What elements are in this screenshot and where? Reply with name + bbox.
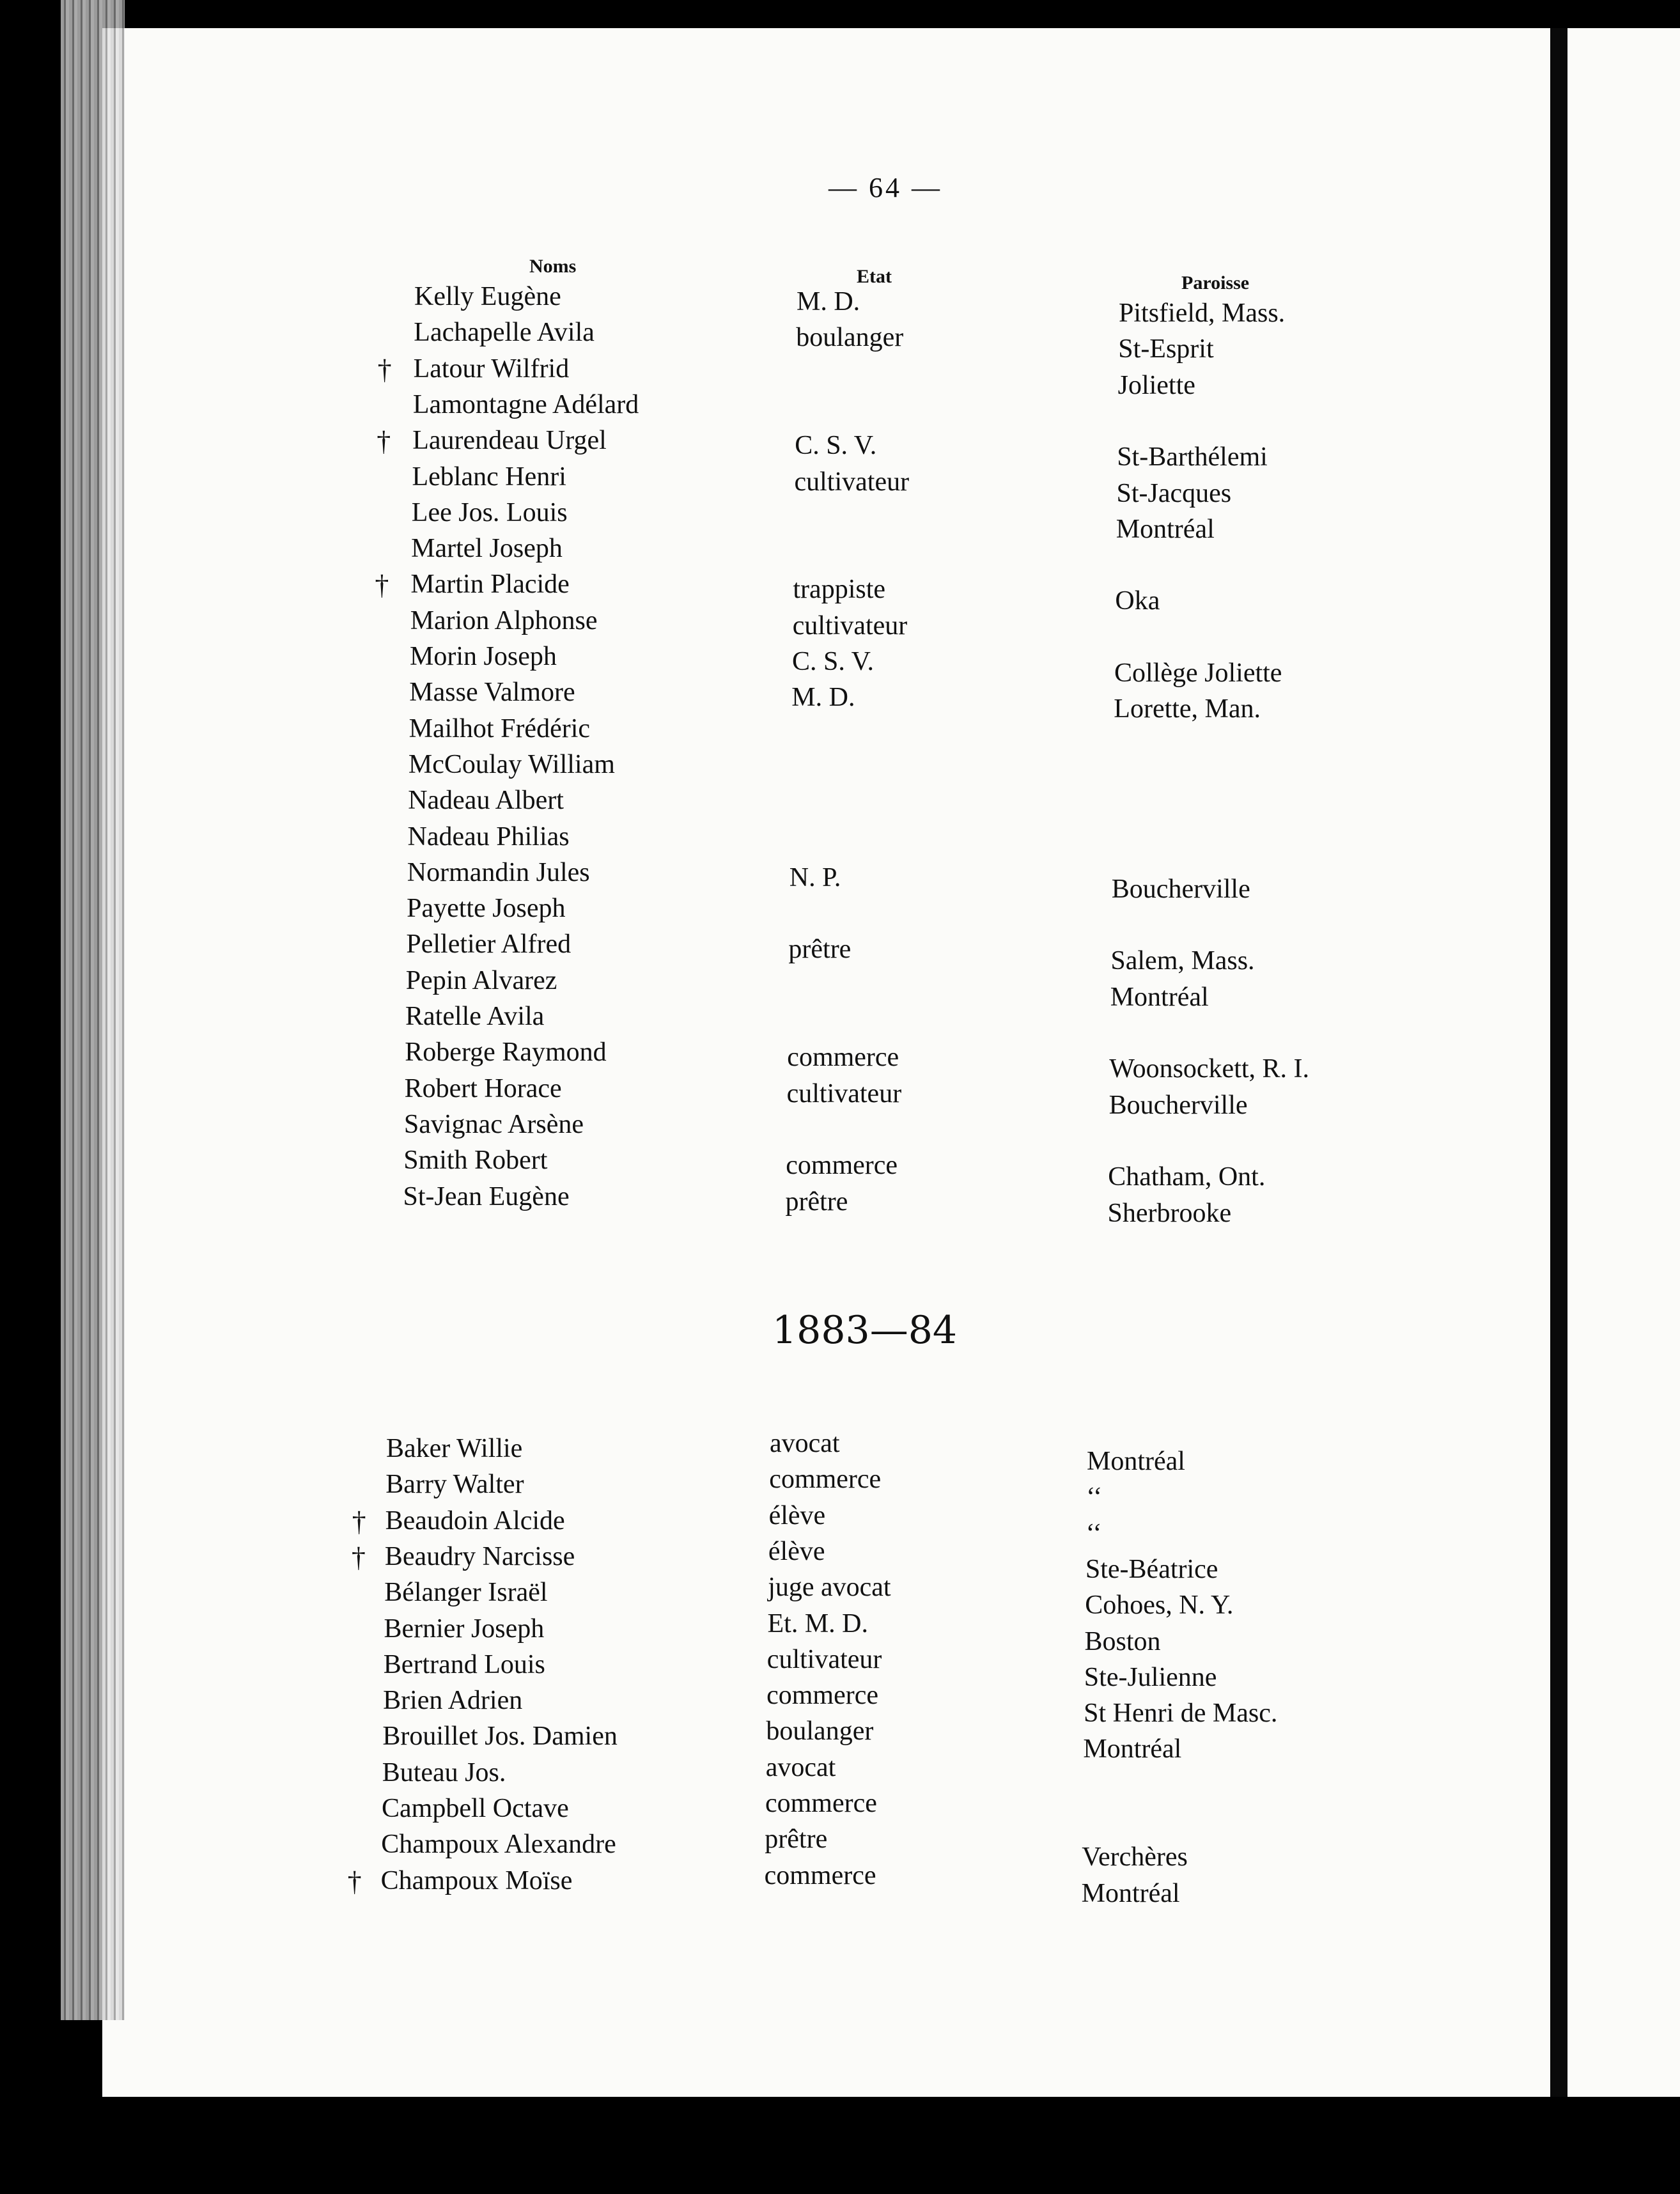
name-cell: St-Jean Eugène	[403, 1181, 570, 1211]
etat-cell: C. S. V.	[795, 431, 877, 461]
paroisse-cell: Oka	[1115, 586, 1160, 616]
name-cell: Martel Joseph	[411, 534, 563, 564]
name-cell: Brouillet Jos. Damien	[382, 1722, 618, 1752]
etat-cell: cultivateur	[794, 467, 910, 497]
paroisse-cell: St Henri de Masc.	[1084, 1699, 1278, 1729]
paroisse-cell: Chatham, Ont.	[1108, 1162, 1266, 1192]
etat-cell: commerce	[766, 1681, 878, 1711]
name-cell: Lachapelle Avila	[414, 318, 595, 348]
etat-cell: cultivateur	[792, 611, 908, 641]
table-row	[0, 1716, 1680, 1764]
etat-cell: Et. M. D.	[767, 1608, 868, 1638]
etat-cell: juge avocat	[768, 1573, 891, 1603]
paroisse-cell: Montréal	[1116, 514, 1215, 544]
name-cell: Ratelle Avila	[405, 1002, 545, 1031]
table-row	[0, 1789, 1680, 1829]
etat-cell: cultivateur	[786, 1078, 902, 1109]
column-header-etat: Etat	[857, 266, 892, 287]
name-cell: Bertrand Louis	[383, 1649, 545, 1679]
name-cell: Savignac Arsène	[403, 1109, 584, 1139]
etat-cell: C. S. V.	[792, 647, 875, 676]
name-cell: Bernier Joseph	[384, 1614, 545, 1644]
cross-mark: †	[377, 354, 392, 385]
name-cell: Baker Willie	[386, 1434, 523, 1463]
paroisse-cell: Boston	[1084, 1626, 1161, 1656]
name-cell: Buteau Jos.	[382, 1757, 506, 1787]
name-cell: McCoulay William	[408, 749, 615, 779]
name-cell: Roberge Raymond	[405, 1038, 607, 1068]
paroisse-cell: Collège Joliette	[1114, 658, 1282, 688]
table-row	[0, 1465, 1680, 1513]
name-cell: Masse Valmore	[409, 678, 575, 708]
etat-cell: commerce	[764, 1860, 876, 1890]
name-cell: Barry Walter	[385, 1470, 524, 1500]
name-cell: Normandin Jules	[407, 857, 590, 887]
paroisse-cell: St-Jacques	[1116, 478, 1232, 508]
etat-cell: trappiste	[793, 575, 886, 605]
name-cell: Beaudry Narcisse	[384, 1541, 575, 1571]
name-cell: Beaudoin Alcide	[385, 1505, 565, 1536]
etat-cell: commerce	[786, 1151, 898, 1181]
column-header-noms: Noms	[529, 256, 577, 277]
name-cell: Champoux Moïse	[380, 1865, 573, 1895]
paroisse-cell: Boucherville	[1108, 1090, 1248, 1120]
name-cell: Champoux Alexandre	[381, 1830, 616, 1860]
table-row	[0, 1860, 1680, 1908]
etat-cell: cultivateur	[766, 1644, 882, 1674]
name-cell: Mailhot Frédéric	[408, 713, 591, 743]
etat-cell: commerce	[769, 1465, 882, 1495]
etat-cell: prêtre	[765, 1824, 828, 1855]
etat-cell: boulanger	[766, 1716, 874, 1747]
etat-cell: commerce	[787, 1043, 899, 1073]
paroisse-cell: Joliette	[1117, 370, 1195, 400]
name-cell: Campbell Octave	[382, 1794, 569, 1823]
etat-cell: prêtre	[788, 935, 852, 965]
paroisse-cell: Lorette, Man.	[1114, 694, 1261, 724]
name-cell: Morin Joseph	[410, 642, 557, 671]
paroisse-cell: Pitsfield, Mass.	[1119, 299, 1286, 328]
cross-mark: †	[347, 1865, 362, 1897]
etat-cell: commerce	[765, 1789, 877, 1818]
paroisse-cell: ‘‘	[1085, 1518, 1102, 1548]
paroisse-cell: Ste-Julienne	[1084, 1662, 1217, 1692]
name-cell: Lee Jos. Louis	[411, 497, 568, 527]
etat-cell: avocat	[770, 1429, 840, 1458]
cross-mark: †	[351, 1541, 366, 1573]
name-cell: Marion Alphonse	[410, 605, 598, 635]
paroisse-cell: Montréal	[1083, 1734, 1182, 1764]
paroisse-cell: Ste-Béatrice	[1085, 1554, 1218, 1584]
etat-cell: prêtre	[785, 1186, 848, 1217]
cross-mark: †	[375, 570, 389, 602]
etat-cell: N. P.	[789, 862, 841, 892]
name-cell: Martin Placide	[410, 570, 570, 600]
column-header-paroisse: Paroisse	[1181, 272, 1250, 293]
paroisse-cell: Montréal	[1087, 1447, 1185, 1476]
paroisse-cell: Cohoes, N. Y.	[1085, 1591, 1234, 1621]
etat-cell: M. D.	[791, 683, 855, 713]
etat-cell: élève	[768, 1536, 825, 1566]
name-cell: Pepin Alvarez	[405, 965, 557, 995]
cross-mark: †	[352, 1505, 366, 1537]
page-number: — 64 —	[828, 172, 942, 203]
paroisse-cell: Montréal	[1081, 1878, 1180, 1908]
name-cell: Bélanger Israël	[384, 1578, 548, 1608]
name-cell: Leblanc Henri	[412, 462, 566, 492]
paroisse-cell: Montréal	[1110, 982, 1209, 1012]
etat-cell: boulanger	[796, 323, 904, 353]
paroisse-cell: ‘‘	[1086, 1482, 1103, 1513]
name-cell: Lamontagne Adélard	[412, 389, 639, 419]
name-cell: Payette Joseph	[407, 894, 566, 924]
paroisse-cell: St-Barthélemi	[1117, 442, 1268, 472]
table-row	[0, 1500, 1680, 1548]
paroisse-cell: Sherbrooke	[1107, 1198, 1232, 1228]
cross-mark: †	[377, 426, 391, 458]
paroisse-cell: St-Esprit	[1118, 334, 1214, 364]
paroisse-cell: Verchères	[1082, 1842, 1188, 1872]
etat-cell: M. D.	[797, 287, 860, 316]
year-heading: 1883—84	[772, 1308, 958, 1353]
paroisse-cell: Salem, Mass.	[1110, 946, 1255, 976]
etat-cell: avocat	[765, 1752, 836, 1782]
name-cell: Kelly Eugène	[414, 282, 561, 311]
name-cell: Smith Robert	[403, 1146, 548, 1176]
name-cell: Nadeau Albert	[408, 786, 564, 816]
name-cell: Pelletier Alfred	[406, 930, 572, 960]
paroisse-cell: Woonsockett, R. I.	[1109, 1054, 1310, 1084]
name-cell: Latour Wilfrid	[413, 354, 570, 384]
name-cell: Brien Adrien	[383, 1686, 523, 1716]
name-cell: Laurendeau Urgel	[412, 426, 607, 456]
etat-cell: élève	[768, 1500, 826, 1530]
paroisse-cell: Boucherville	[1111, 874, 1250, 904]
name-cell: Nadeau Philias	[407, 821, 570, 852]
name-cell: Robert Horace	[404, 1073, 562, 1103]
